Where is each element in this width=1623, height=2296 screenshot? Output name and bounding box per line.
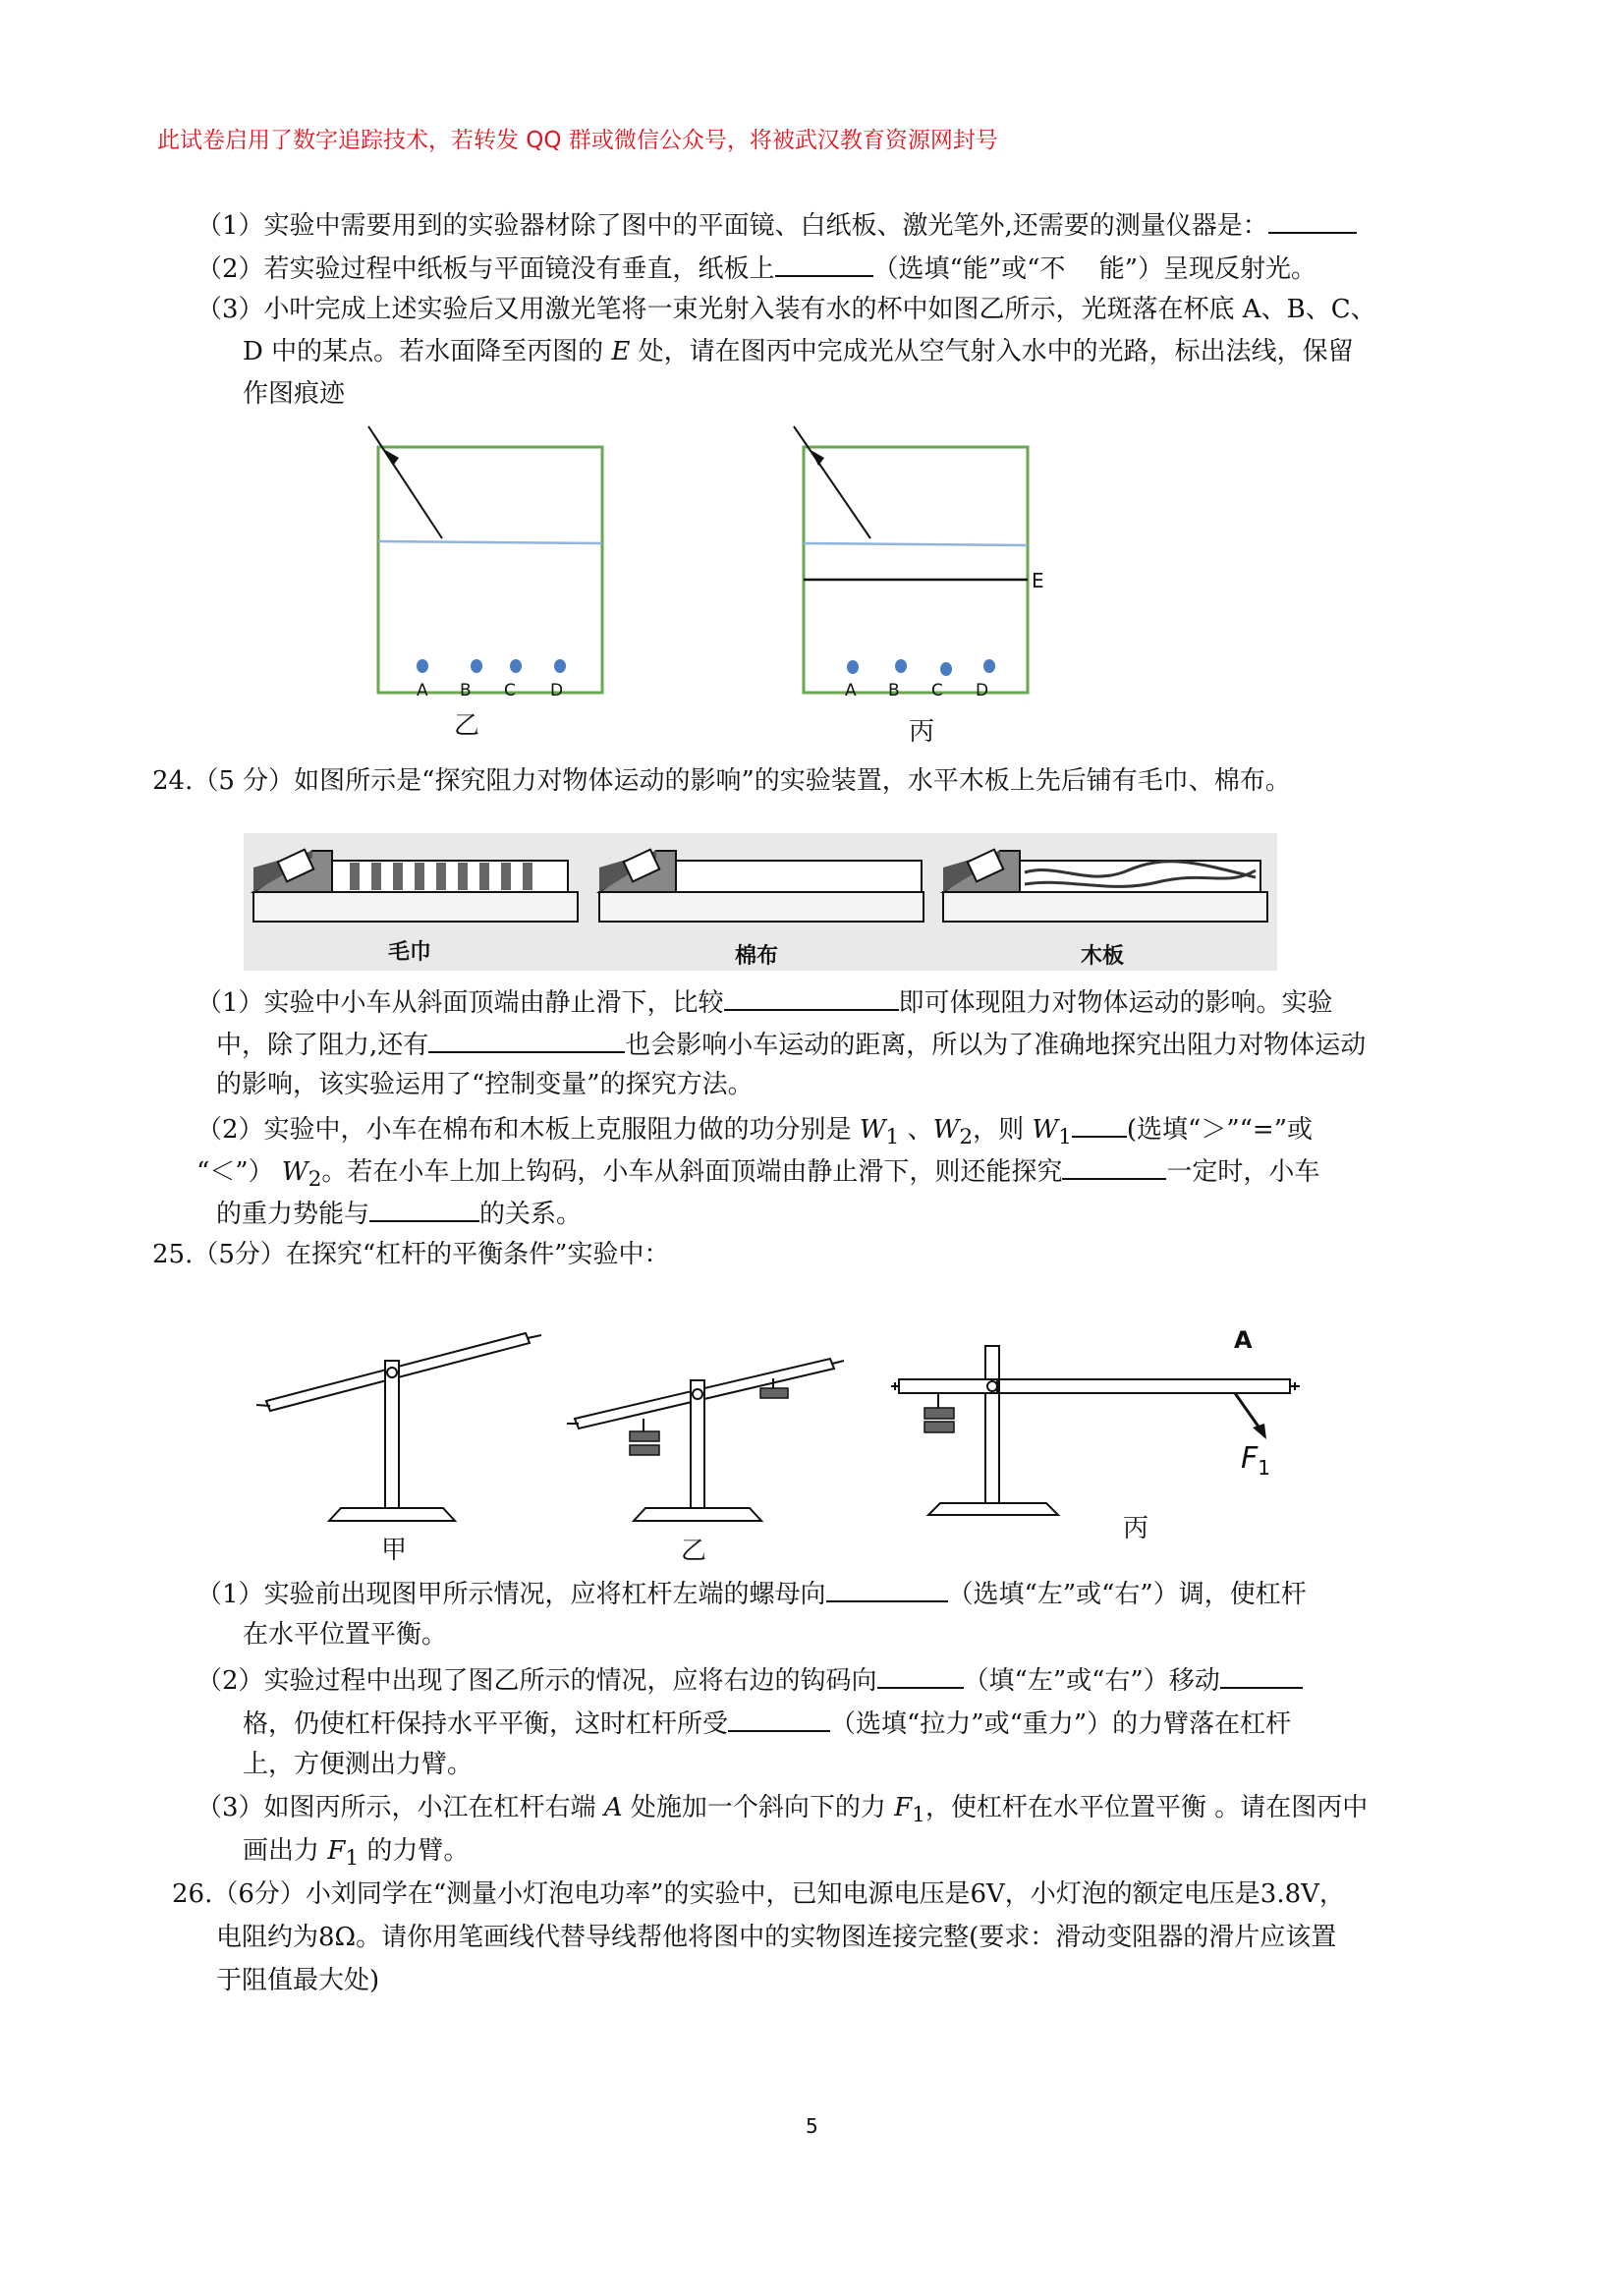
q24-title: 24.（5 分）如图所示是“探究阻力对物体运动的影响”的实验装置，水平木板上先后铺有毛巾、棉布。 bbox=[152, 766, 1291, 796]
q26-line3: 于阻值最大处) bbox=[216, 1966, 380, 1995]
answer-blank[interactable] bbox=[1268, 208, 1357, 234]
point-label-a: A bbox=[417, 681, 428, 700]
work-w2-subscript: 2 bbox=[308, 1167, 322, 1193]
surface-label-cloth: 棉布 bbox=[735, 944, 779, 969]
q25-part2-line1 bbox=[196, 1663, 1303, 1696]
q25-part2-text: （2）实验过程中出现了图乙所示的情况，应将右边的钩码向 bbox=[196, 1666, 877, 1696]
figure-caption-bing: 丙 bbox=[1123, 1514, 1149, 1543]
point-label-d: D bbox=[550, 681, 564, 700]
point-label-a: A bbox=[845, 681, 857, 700]
water-level-label-e: E bbox=[1032, 569, 1044, 592]
answer-blank[interactable] bbox=[826, 1577, 948, 1602]
q24-part2-text: “＜”） bbox=[196, 1157, 282, 1187]
q25-part2-line3: 上，方便测出力臂。 bbox=[243, 1750, 474, 1779]
q23-part2-text-a: （2）若实验过程中纸板与平面镜没有垂直，纸板上 bbox=[196, 254, 775, 284]
work-w1: W bbox=[859, 1115, 886, 1145]
q25-part3-text: （3）如图丙所示，小江在杠杆右端 bbox=[196, 1793, 604, 1822]
answer-blank[interactable] bbox=[1072, 1112, 1127, 1138]
q24-part2-text: 、 bbox=[899, 1115, 933, 1145]
q24-part1-line2 bbox=[216, 1028, 1366, 1060]
q25-part1-line1 bbox=[196, 1577, 1307, 1609]
figure-caption-yi: 乙 bbox=[681, 1537, 707, 1566]
surface-label-wood: 木板 bbox=[1081, 944, 1125, 969]
work-w1: W bbox=[1032, 1115, 1059, 1145]
q25-part1-text: （1）实验前出现图甲所示情况，应将杠杆左端的螺母向 bbox=[196, 1580, 826, 1609]
answer-blank[interactable] bbox=[428, 1028, 625, 1053]
q25-part2-line2 bbox=[243, 1707, 1291, 1739]
q24-part1-text: 中，除了阻力,还有 bbox=[216, 1031, 429, 1060]
figure-yi-cup bbox=[364, 422, 609, 737]
q25-levers-figure bbox=[251, 1321, 1331, 1547]
lever-bing bbox=[889, 1346, 1300, 1515]
answer-blank[interactable] bbox=[369, 1197, 479, 1222]
work-w2: W bbox=[281, 1157, 308, 1187]
point-label-b: B bbox=[888, 681, 900, 700]
figure-bing-cup bbox=[786, 422, 1061, 737]
surface-label-towel: 毛巾 bbox=[388, 940, 432, 965]
q23-part3-line1: （3）小叶完成上述实验后又用激光笔将一束光射入装有水的杯中如图乙所示，光斑落在杯底 A、B、C、 bbox=[196, 295, 1376, 324]
q24-part2-text: ，则 bbox=[973, 1115, 1033, 1145]
answer-blank[interactable] bbox=[728, 1707, 830, 1732]
force-f-ref-subscript: 1 bbox=[345, 1846, 360, 1872]
q25-part3-text: 处施加一个斜向下的力 bbox=[622, 1793, 895, 1822]
q24-part1-text: 即可体现阻力对物体运动的影响。实验 bbox=[898, 988, 1333, 1018]
ramp-towel bbox=[253, 850, 578, 922]
q23-e-label: E bbox=[611, 337, 631, 366]
point-label-b: B bbox=[460, 681, 472, 700]
q23-part1-text: （1）实验中需要用到的实验器材除了图中的平面镜、白纸板、激光笔外,还需要的测量仪器是： bbox=[196, 211, 1268, 241]
q25-part2-text: （选填“拉力”或“重力”）的力臂落在杠杆 bbox=[830, 1709, 1292, 1739]
point-label-d: D bbox=[976, 681, 989, 700]
q24-part2-text: 的重力势能与 bbox=[216, 1200, 370, 1229]
q23-part2-text-b: （选填“能”或“不 能”）呈现反射光。 bbox=[872, 254, 1316, 284]
q25-title: 25.（5分）在探究“杠杆的平衡条件”实验中： bbox=[152, 1240, 670, 1269]
force-f-ref: F bbox=[327, 1836, 346, 1866]
q25-part1-line2: 在水平位置平衡。 bbox=[243, 1620, 448, 1650]
lever-point-a-label: A bbox=[1234, 1326, 1253, 1354]
q25-part3-line2 bbox=[243, 1836, 469, 1874]
q26-line2: 电阻约为8Ω。请你用笔画线代替导线帮他将图中的实物图连接完整(要求：滑动变阻器的滑片应该置 bbox=[216, 1923, 1337, 1952]
answer-blank[interactable] bbox=[1062, 1154, 1166, 1180]
q24-part2-line2 bbox=[196, 1154, 1319, 1195]
copyright-warning: 此试卷启用了数字追踪技术，若转发 QQ 群或微信公众号，将被武汉教育资源网封号 bbox=[157, 128, 998, 153]
answer-blank[interactable] bbox=[1220, 1663, 1303, 1689]
lever-yi bbox=[567, 1359, 844, 1521]
answer-blank[interactable] bbox=[877, 1663, 964, 1689]
q24-part2-line3 bbox=[216, 1197, 582, 1229]
figure-caption-jia: 甲 bbox=[381, 1536, 408, 1565]
q25-part3-text: 画出力 bbox=[243, 1836, 328, 1866]
work-w1-subscript: 1 bbox=[885, 1125, 900, 1150]
q24-part2-text: 一定时，小车 bbox=[1166, 1157, 1320, 1187]
point-a-ref: A bbox=[603, 1793, 623, 1822]
force-f-subscript: 1 bbox=[1258, 1456, 1270, 1480]
q24-part2-text: （2）实验中，小车在棉布和木板上克服阻力做的功分别是 bbox=[196, 1115, 860, 1145]
q25-part3-line1 bbox=[196, 1793, 1368, 1830]
q24-part2-line1 bbox=[196, 1112, 1313, 1152]
ramp-cloth bbox=[599, 850, 923, 922]
q25-part3-text: 的力臂。 bbox=[359, 1836, 470, 1866]
q24-part2-text: 的关系。 bbox=[479, 1200, 583, 1229]
q25-part3-text: ，使杠杆在水平位置平衡 。请在图丙中 bbox=[924, 1793, 1369, 1822]
q24-part1-line1 bbox=[196, 985, 1333, 1018]
q25-part2-text: （填“左”或“右”）移动 bbox=[963, 1666, 1220, 1696]
q24-part1-text: （1）实验中小车从斜面顶端由静止滑下，比较 bbox=[196, 988, 724, 1018]
q23-part3-text: 处，请在图丙中完成光从空气射入水中的光路，标出法线，保留 bbox=[630, 337, 1354, 366]
q23-part2 bbox=[196, 252, 1316, 284]
work-w2: W bbox=[932, 1115, 960, 1145]
work-w2-subscript: 2 bbox=[959, 1125, 974, 1150]
force-f-letter: F bbox=[1241, 1441, 1259, 1476]
q25-part2-text: 格，仍使杠杆保持水平平衡，这时杠杆所受 bbox=[243, 1709, 729, 1739]
q25-part1-text: （选填“左”或“右”）调，使杠杆 bbox=[947, 1580, 1307, 1609]
force-f-ref-subscript: 1 bbox=[912, 1803, 925, 1828]
q23-part3-line2 bbox=[243, 337, 1354, 366]
q24-part1-text: 也会影响小车运动的距离，所以为了准确地探究出阻力对物体运动 bbox=[625, 1031, 1367, 1060]
q26-line1: 26.（6分）小刘同学在“测量小灯泡电功率”的实验中，已知电源电压是6V，小灯泡的额定电压是3.8V， bbox=[172, 1879, 1345, 1909]
q23-part3-line3: 作图痕迹 bbox=[243, 379, 346, 409]
q24-part2-text: (选填“＞”“=”或 bbox=[1126, 1115, 1313, 1145]
q23-part3-text: D 中的某点。若水面降至丙图的 bbox=[243, 337, 612, 366]
point-label-c: C bbox=[504, 681, 516, 700]
answer-blank[interactable] bbox=[724, 985, 899, 1011]
point-label-c: C bbox=[931, 681, 943, 700]
q23-part1 bbox=[196, 208, 1357, 241]
q24-part2-text: 。若在小车上加上钩码，小车从斜面顶端由静止滑下，则还能探究 bbox=[321, 1157, 1063, 1187]
answer-blank[interactable] bbox=[775, 252, 873, 277]
q24-part1-line3: 的影响，该实验运用了“控制变量”的探究方法。 bbox=[216, 1070, 754, 1099]
lever-jia bbox=[256, 1333, 541, 1521]
force-f1-label bbox=[1241, 1441, 1270, 1480]
work-w1-subscript: 1 bbox=[1058, 1125, 1072, 1150]
figure-caption-bing: 丙 bbox=[909, 717, 935, 747]
force-f-ref: F bbox=[894, 1793, 913, 1822]
figure-caption-yi: 乙 bbox=[454, 711, 480, 741]
page-number: 5 bbox=[806, 2114, 818, 2138]
ramp-wood bbox=[943, 850, 1267, 922]
